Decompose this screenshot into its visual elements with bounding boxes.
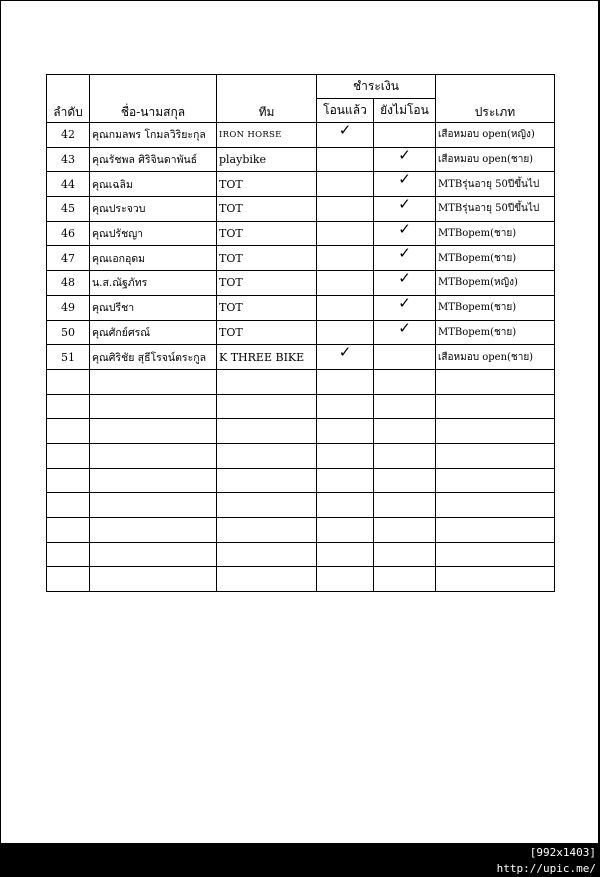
team-name: TOT [217,172,317,197]
unpaid-cell [374,197,436,222]
category-cell [436,567,555,592]
unpaid-cell [374,542,436,567]
table-row [47,246,555,271]
participant-name: น.ส.ณัฐภัทร [90,271,217,296]
category-cell: MTBopem(ชาย) [436,295,555,320]
unpaid-cell [374,246,436,271]
row-number [47,518,90,543]
team-name [217,394,317,419]
check-icon: ✓ [338,122,352,139]
paid-cell [317,345,374,370]
participant-name [90,394,217,419]
paid-cell [317,221,374,246]
team-name: TOT [217,221,317,246]
table-row [47,197,555,222]
check-icon: ✓ [398,221,411,238]
paid-cell [317,493,374,518]
unpaid-cell [374,345,436,370]
unpaid-cell [374,123,436,148]
team-name: IRON HORSE [217,123,317,148]
category-cell: เสือหมอบ open(หญิง) [436,123,555,148]
participant-name: คุณเอกอุดม [90,246,217,271]
participant-name: คุณศิริชัย สุธีโรจน์ตระกูล [90,345,217,370]
team-name: TOT [217,295,317,320]
check-icon: ✓ [398,147,411,164]
team-name [217,443,317,468]
category-cell: MTBopem(ชาย) [436,221,555,246]
team-name [217,493,317,518]
row-number: 51 [47,345,90,370]
team-name: K THREE BIKE [217,345,317,370]
team-name [217,518,317,543]
check-icon: ✓ [398,245,411,263]
table-row [47,394,555,419]
unpaid-cell [374,271,436,296]
table-row [47,123,555,148]
unpaid-cell [374,295,436,320]
row-number: 44 [47,172,90,197]
row-number: 45 [47,197,90,222]
paid-cell [317,147,374,172]
row-number: 43 [47,147,90,172]
team-name [217,419,317,444]
team-name: TOT [217,246,317,271]
paid-cell [317,419,374,444]
participant-name: คุณกมลพร โกมลวิริยะกุล [90,123,217,148]
row-number: 48 [47,271,90,296]
row-number [47,542,90,567]
table-row [47,221,555,246]
table-row [47,443,555,468]
paid-cell [317,468,374,493]
category-cell [436,394,555,419]
participant-name: คุณศักย์ศรณ์ [90,320,217,345]
check-icon: ✓ [398,171,411,189]
row-number: 46 [47,221,90,246]
paid-cell [317,518,374,543]
participant-name: คุณเฉลิม [90,172,217,197]
row-number: 47 [47,246,90,271]
category-cell [436,493,555,518]
table-row [47,468,555,493]
participant-name [90,468,217,493]
unpaid-cell [374,443,436,468]
header-team: ทีม [217,75,317,123]
header-unpaid: ยังไม่โอน [374,99,436,123]
participant-name: คุณประจวบ [90,197,217,222]
participant-name: คุณปรีชา [90,295,217,320]
table-row [47,295,555,320]
paid-cell [317,542,374,567]
team-name [217,542,317,567]
row-number: 42 [47,123,90,148]
team-name: TOT [217,271,317,296]
header-paid: โอนแล้ว [317,99,374,123]
unpaid-cell [374,518,436,543]
paid-cell [317,320,374,345]
unpaid-cell [374,567,436,592]
table-row [47,271,555,296]
paid-cell [317,295,374,320]
team-name: TOT [217,197,317,222]
unpaid-cell [374,320,436,345]
header-name: ชื่อ-นามสกุล [90,75,217,123]
unpaid-cell [374,147,436,172]
unpaid-cell [374,419,436,444]
category-cell [436,468,555,493]
team-name [217,567,317,592]
table-row [47,567,555,592]
participant-name [90,443,217,468]
row-number: 49 [47,295,90,320]
check-icon: ✓ [398,270,411,288]
participant-name: คุณปรัชญา [90,221,217,246]
table-row [47,320,555,345]
row-number [47,493,90,518]
participant-name: คุณรัชพล ศิริจินดาพันธ์ [90,147,217,172]
table-row [47,518,555,543]
participant-name [90,518,217,543]
category-cell: เสือหมอบ open(ชาย) [436,147,555,172]
team-name [217,468,317,493]
check-icon: ✓ [338,344,352,362]
team-name [217,369,317,394]
category-cell: เสือหมอบ open(ชาย) [436,345,555,370]
header-category: ประเภท [436,75,555,123]
category-cell: MTBรุ่นอายุ 50ปีขึ้นไป [436,197,555,222]
table-body [47,123,555,592]
participant-name [90,419,217,444]
paid-cell [317,197,374,222]
category-cell [436,369,555,394]
participant-name [90,493,217,518]
row-number [47,419,90,444]
check-icon: ✓ [398,196,411,214]
table-row [47,369,555,394]
header-order: ลำดับ [47,75,90,123]
table-row [47,419,555,444]
category-cell [436,419,555,444]
category-cell: MTBรุ่นอายุ 50ปีขึ้นไป [436,172,555,197]
category-cell [436,518,555,543]
row-number [47,369,90,394]
unpaid-cell [374,172,436,197]
unpaid-cell [374,493,436,518]
image-host-footer: [992x1403] http://upic.me/ [441,845,599,861]
row-number [47,394,90,419]
team-name: TOT [217,320,317,345]
registration-table [46,74,555,592]
row-number [47,567,90,592]
paid-cell [317,123,374,148]
paid-cell [317,394,374,419]
document-page [1,1,598,843]
paid-cell [317,369,374,394]
table-row [47,147,555,172]
participant-name [90,567,217,592]
table-row [47,172,555,197]
check-icon: ✓ [398,295,411,312]
header-payment: ชำระเงิน [317,75,436,99]
category-cell [436,542,555,567]
unpaid-cell [374,468,436,493]
paid-cell [317,567,374,592]
paid-cell [317,443,374,468]
paid-cell [317,172,374,197]
category-cell: MTBopem(ชาย) [436,320,555,345]
participant-name [90,542,217,567]
unpaid-cell [374,369,436,394]
category-cell: MTBopem(ชาย) [436,246,555,271]
row-number: 50 [47,320,90,345]
team-name: playbike [217,147,317,172]
category-cell: MTBopem(หญิง) [436,271,555,296]
unpaid-cell [374,221,436,246]
paid-cell [317,246,374,271]
table-row [47,345,555,370]
table-row [47,542,555,567]
category-cell [436,443,555,468]
row-number [47,468,90,493]
paid-cell [317,271,374,296]
check-icon: ✓ [398,320,411,337]
participant-name [90,369,217,394]
unpaid-cell [374,394,436,419]
table-row [47,493,555,518]
row-number [47,443,90,468]
